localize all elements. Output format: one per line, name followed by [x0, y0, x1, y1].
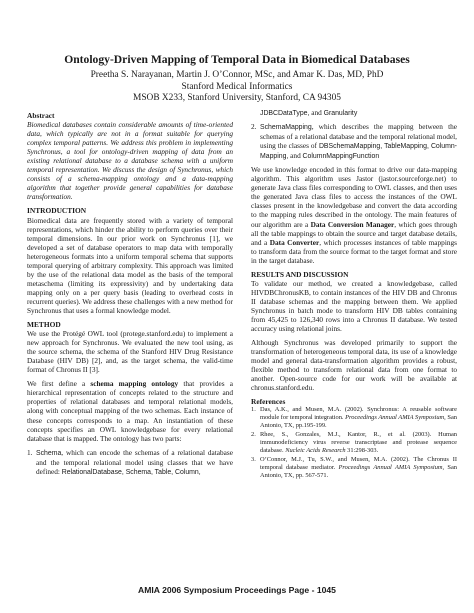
list-item: 1. Schema, which can encode the schemas of a relational database and the temporal relational model using classes that we have defined: RelationalDatabase, Schema, Table, Column,: [27, 447, 233, 476]
method-paragraph-1: We use the Protégé OWL tool (protege.stanford.edu) to implement a new approach for Synchronus. We evaluated the new tool using, as the source schema, the schema of the Stanford HIV Drug Resistance Database (HIV DB) [2], and, as the target schema, the valid-time format of Chronus II [3].: [27, 329, 233, 375]
affiliation-line-2: MSOB X233, Stanford University, Stanford, CA 94305: [133, 93, 341, 104]
schemamapping-term: SchemaMapping: [260, 124, 312, 132]
schema-classes: RelationalDatabase, Schema, Table, Column,: [61, 468, 201, 476]
author-block: [20, 70, 454, 105]
results-heading: RESULTS AND DISCUSSION: [251, 269, 349, 279]
list-item-continuation: JDBCDataType, and Granularity: [260, 108, 358, 117]
affiliation-line-1: Stanford Medical Informatics: [181, 81, 293, 92]
reference-item: 2. Rhee, S., Gonzales, M.J., Kantor, R., et al. (2003). Human immunodeficiency virus reverse transcriptase and protease sequence database. Nucleic Acids Research 31:298-303.: [251, 431, 457, 454]
right-column: [251, 108, 457, 481]
schema-term: Schema: [36, 449, 62, 457]
method-paragraph-2: We first define a schema mapping ontology that provides a hierarchical representation of concepts related to the structure and properties of relational databases and temporal relational models, along with conceptual mapping of the two schemas. Each instance of these concepts corresponds to a map. An instantiation of these concepts specifies an OWL knowledgebase for every relational database that is mapped. The ontology has two parts:: [27, 379, 233, 443]
algorithm-paragraph: We use knowledge encoded in this format to drive our data-mapping algorithm. This algorithm uses Jastor (jastor.sourceforge.net) to generate Java class files corresponding to OWL classes, and then uses the generated Java class files to access the instances of the OWL classes present in the knowledgebase and convert the data according to the mapping rules described in the ontology. The main features of our algorithm are a Data Conversion Manager, which goes through all the table mappings to obtain the source and target database details, and a Data Converter, which processes instances of table mappings to transform data from the source format to the target format and store in the target database.: [251, 165, 457, 265]
list-item: 2. SchemaMapping, which describes the mapping between the schemas of a relational database and the temporal relational model, using the classes of DBSchemaMapping, TableMapping, Column-Mapping, and ColumnMappingFunction: [251, 122, 457, 161]
paper-title: Ontology-Driven Mapping of Temporal Data in Biomedical Databases: [64, 53, 410, 66]
left-column: [27, 111, 233, 481]
introduction-text: Biomedical data are frequently stored with a variety of temporal representations, which hinder the ability to perform queries over their temporal dimensions. In our prior work on Synchronus [1], we developed a set of database operators to map data with temporally heterogeneous formats into a uniform temporal schema that supports temporal querying of arbitrary complexity. This approach was limited by the use of the relational data model as the basis of the temporal metaschema (limiting its expressivity) and by undertaking data mapping only on a per query basis (leading to overhead costs in recurrent queries). We address these challenges with a new method for Synchronus that uses a formal knowledge model.: [27, 215, 233, 315]
references-heading: References: [251, 397, 286, 407]
page-footer: AMIA 2006 Symposium Proceedings Page - 1045: [138, 585, 336, 595]
data-conversion-manager-term: Data Conversion Manager: [310, 219, 395, 229]
reference-item: 1. Das, A.K., and Musen, M.A. (2002). Synchronus: A reusable software module for temporal integration. Proceedings Annual AMIA Symposium, San Antonio, TX, pp.195-199.: [251, 406, 457, 430]
method-heading: METHOD: [27, 320, 61, 330]
reference-list: [251, 406, 457, 479]
reference-item: 3. O’Connor, M.J., Tu, S.W., and Musen, M.A. (2002). The Chronus II temporal database mediator. Proceedings Annual AMIA Symposium, San Antonio, TX, pp. 567-571.: [251, 455, 457, 479]
abstract-text: Biomedical databases contain considerable amounts of time-oriented data, which typically are not in a format suitable for querying complex temporal patterns. We address this problem in implementing Synchronus, a tool for ontology-driven mapping of data from an existing relational database to a database schema with a uniform temporal representation. We discuss the design of Synchronus, which consists of a schema-mapping ontology and a data-mapping algorithm that together provide general capabilities for database transformation.: [27, 120, 233, 202]
introduction-heading: INTRODUCTION: [27, 206, 87, 216]
author-names: Preetha S. Narayanan, Martin J. O’Connor, MSc, and Amar K. Das, MD, PhD: [90, 70, 384, 80]
abstract-heading: Abstract: [27, 111, 55, 120]
schema-mapping-ontology-term: schema mapping ontology: [90, 379, 179, 389]
data-converter-term: Data Converter: [269, 237, 320, 247]
results-paragraph-1: To validate our method, we created a knowledgebase, called HIVDBChronusKB, to contain instances of the HIV DB and Chronus II database schemas and the mapping between them. We applied Synchronus in batch mode to transform HIV DB tables containing from 45,425 to 126,340 rows into a Chronus II database. We tested accuracy using relational joins.: [251, 278, 457, 334]
results-paragraph-2: Although Synchronus was developed primarily to support the transformation of heterogeneous temporal data, its use of a knowledge model and general data-transformation algorithm provides a robust, flexible method to transform relational data from one format to another. Open-source code for our work will be available at chronus.stanford.edu.: [251, 338, 457, 393]
